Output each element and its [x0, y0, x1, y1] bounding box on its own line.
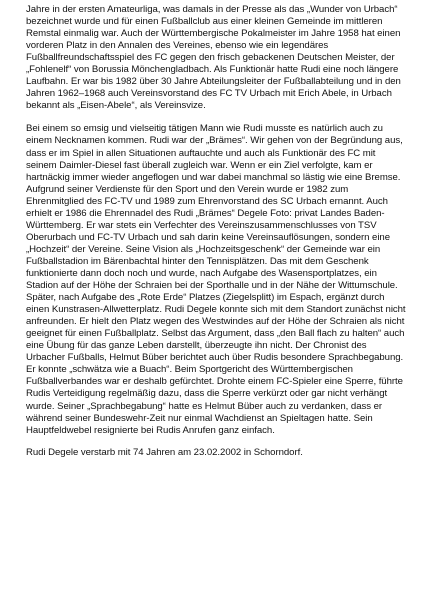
- paragraph-nickname-and-honors: Bei einem so emsig und vielseitig tätigen Mann wie Rudi musste es natürlich auch zu einem Necknamen kommen. Rudi war der „Brämes“. Wir gehen von der Begründung aus, dass er im Spiel in allen Situationen auftauchte und auch als Funktionär des FC mit seinem Daimler-Diesel fast überall zugleich war. Wenn er ein Ziel verfolgte, kam er hartnäckig immer wieder angeflogen und war dabei manchmal so lästig wie eine Bremse. Aufgrund seiner Verdienste für den Sport und den Verein wurde er 1982 zum Ehrenmitglied des FC-TV und 1989 zum Ehrenvorstand des SC Urbach ernannt. Auch erhielt er 1986 die Ehrennadel des Rudi „Brämes“ Degele Foto: privat Landes Baden-Württemberg. Er war stets ein Verfechter des Vereinszusammenschlusses von TSV Oberurbach und FC-TV Urbach und sah darin keine Vereinsauflösungen, sondern eine „Hochzeit“ der Vereine. Seine Vision als „Hochzeitsgeschenk“ der Gemeinde war ein Fußballstadion im Bärenbachtal hinter den Tennisplätzen. Das mit dem Geschenk funktionierte dann doch noch und wurde, nach Aufgabe des Wasensportplatzes, ein Stadion auf der Höhe der Schraien bei der Sporthalle und in der Nähe der Wittumschule. Später, nach Aufgabe des „Rote Erde“ Platzes (Ziegelsplitt) im Espach, ergänzt durch einen Kunstrasen-Allwetterplatz. Rudi Degele konnte sich mit dem Standort zunächst nicht anfreunden. Er hielt den Platz wegen des Westwindes auf der Höhe der Schraien als nicht geeignet für einen Fußballplatz. Selbst das Argument, dass „den Ball flach zu halten“ auch eine Übung für das ganze Leben darstellt, überzeugte ihn nicht. Der Chronist des Urbacher Fußballs, Helmut Büber berichtet auch über Rudis besondere Sprachbegabung. Er konnte „schwätza wie a Buach“. Beim Sportgericht des Württembergischen Fußballverbandes war er deshalb gefürchtet. Drohte einem FC-Spieler eine Sperre, führte Rudis Verteidigung regelmäßig dazu, dass die Sperre verkürzt oder gar nicht verhängt wurde. Seiner „Sprachbegabung“ hatte es Helmut Büber auch zu verdanken, dass er während seiner Bundeswehr-Zeit nur einmal Wachdienst an Spieltagen hatte. Sein Hauptfeldwebel resignierte bei Rudis Anrufen ganz einfach.: [26, 123, 406, 436]
- paragraph-obituary: Rudi Degele verstarb mit 74 Jahren am 23.02.2002 in Schorndorf.: [26, 446, 303, 458]
- paragraph-club-history: Jahre in der ersten Amateurliga, was damals in der Presse als das „Wunder von Urbach“ bezeichnet wurde und für einen Fußballclub aus einer kleinen Gemeinde im mittleren Remstal einmalig war. Auch der Württembergische Pokalmeister im Jahre 1958 hat einen vorderen Platz in den Annalen des Vereines, ebenso wie ein legendäres Fußballfreundschaftsspiel des FC gegen den frisch gebackenen Deutschen Meister, der „Fohlenelf“ von Borussia Mönchengladbach. Als Funktionär hatte Rudi eine noch längere Laufbahn. Er war bis 1982 über 30 Jahre Abteilungsleiter der Fußballabteilung und in den Jahren 1962–1968 auch Vereinsvorstand des FC TV Urbach mit Erich Abele, in Urbach bekannt als „Eisen-Abele“, als Vereinsvize.: [26, 4, 401, 112]
- document-page: [26, 4, 408, 459]
